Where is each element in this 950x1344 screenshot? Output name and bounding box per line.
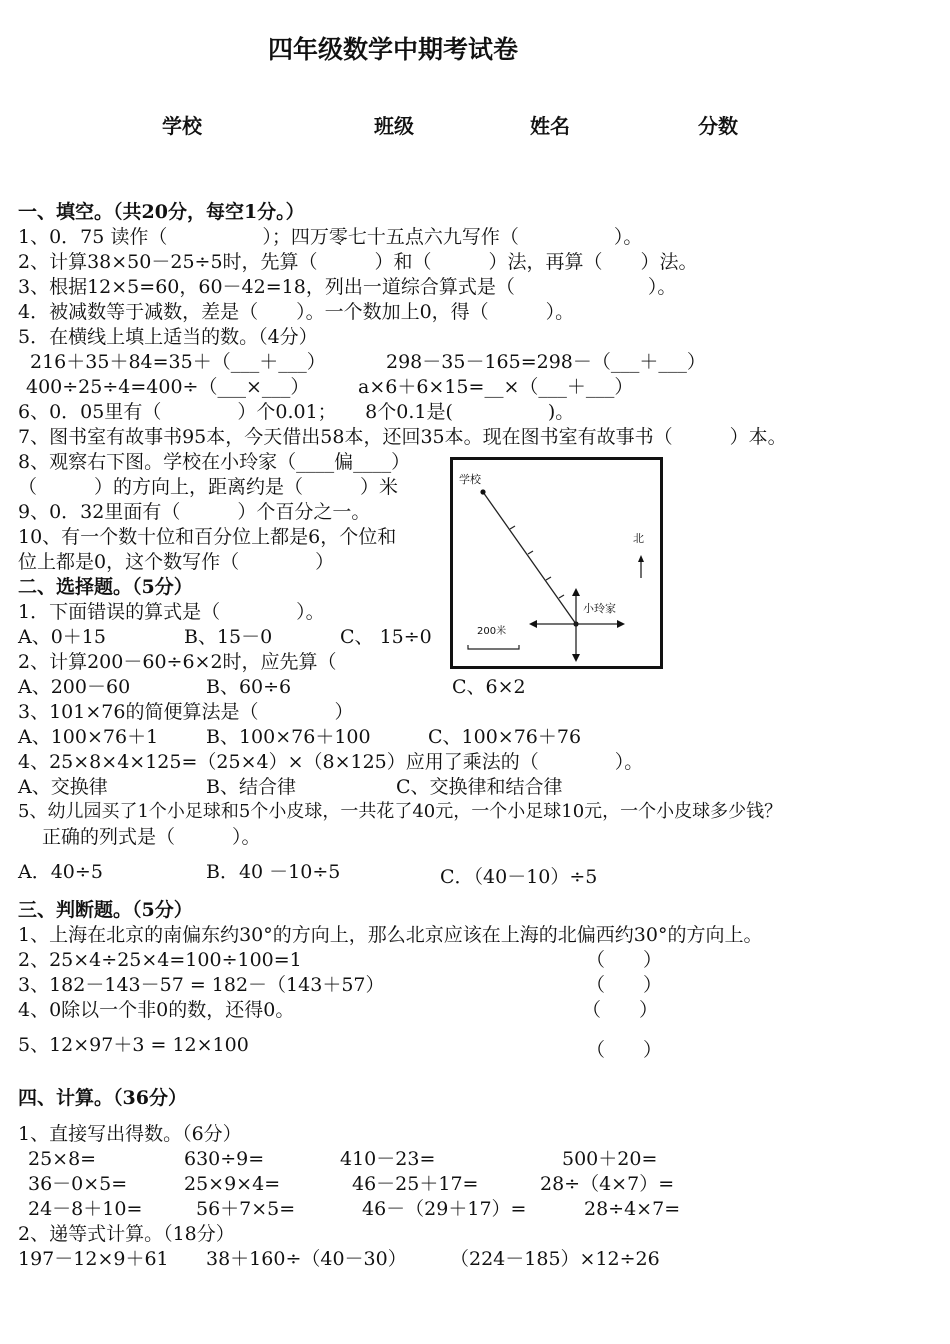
s2-q4-option-b: B、结合律 <box>206 776 296 798</box>
map-school-label: 学校 <box>459 473 481 486</box>
calc-item: 197－12×9＋61 <box>18 1248 169 1270</box>
calc-item: 24－8＋10= <box>28 1198 143 1220</box>
s1-q5d: a×6＋6×15=__×（___＋___） <box>358 376 634 398</box>
s1-q8b: （ ）的方向上，距离约是（ ）米 <box>18 476 399 498</box>
calc-item: 38＋160÷（40－30） <box>206 1248 407 1270</box>
path-tick <box>546 577 551 580</box>
path-tick <box>528 551 533 554</box>
s3-q3-answer-paren[interactable]: （ ） <box>586 974 663 996</box>
s1-q5b: 298－35－165=298－（___＋___） <box>386 351 706 373</box>
score-label: 分数 <box>698 114 738 138</box>
s1-q7: 7、图书室有故事书95本，今天借出58本，还回35本。现在图书室有故事书（ ）本。 <box>18 426 787 448</box>
calc-item: 56＋7×5= <box>196 1198 296 1220</box>
s2-q2-option-c: C、6×2 <box>452 676 526 698</box>
calc-item: 410－23= <box>340 1148 436 1170</box>
s1-q5a: 216＋35＋84=35＋（___＋___） <box>30 351 326 373</box>
s3-q3: 3、182－143－57 = 182－（143＋57） <box>18 974 385 996</box>
s1-q5: 5．在横线上填上适当的数。（4分） <box>18 326 318 348</box>
calc-item: 25×8= <box>28 1148 97 1170</box>
s3-q4: 4、0除以一个非0的数，还得0。 <box>18 999 295 1021</box>
s2-q3-option-b: B、100×76＋100 <box>206 726 371 748</box>
s1-q6: 6、0．05里有（ ）个0.01； 8个0.1是( )。 <box>18 401 575 423</box>
section4-header: 四、计算。（36分） <box>18 1087 187 1109</box>
s1-q10b: 位上都是0，这个数写作（ ） <box>18 551 335 573</box>
s2-q1: 1．下面错误的算式是（ ）。 <box>18 601 325 623</box>
path-tick <box>559 595 564 598</box>
calc-item: 630÷9= <box>184 1148 265 1170</box>
s3-q1: 1、上海在北京的南偏东约30°的方向上，那么北京应该在上海的北偏西约30°的方向上。 <box>18 924 763 946</box>
calc-item: 25×9×4= <box>184 1173 281 1195</box>
section3-header: 三、判断题。（5分） <box>18 899 193 921</box>
s2-q4-option-a: A、交换律 <box>18 776 108 798</box>
s2-q5: 5、幼儿园买了1个小足球和5个小皮球，一共花了40元，一个小足球10元，一个小皮球多少钱？ <box>18 801 783 822</box>
s2-q5-option-c: C．（40－10）÷5 <box>440 866 598 888</box>
s1-q10a: 10、有一个数十位和百分位上都是6，个位和 <box>18 526 397 548</box>
s3-q5-answer-paren[interactable]: （ ） <box>586 1039 663 1061</box>
s2-q3: 3、101×76的简便算法是（ ） <box>18 701 354 723</box>
map-svg <box>453 460 660 666</box>
s2-q3-option-a: A、100×76＋1 <box>18 726 159 748</box>
name-label: 姓名 <box>530 114 570 138</box>
calc-item: 500＋20= <box>562 1148 658 1170</box>
s1-q4: 4．被减数等于减数，差是（ ）。一个数加上0，得（ ）。 <box>18 301 575 323</box>
calc-item: 28÷（4×7）= <box>540 1173 675 1195</box>
s3-q2: 2、25×4÷25×4=100÷100=1 <box>18 949 302 971</box>
s2-q4-option-c: C、交换律和结合律 <box>396 776 563 798</box>
calc-item: 36－0×5= <box>28 1173 128 1195</box>
s4-part2: 2、递等式计算。（18分） <box>18 1223 235 1245</box>
s2-q2-option-b: B、60÷6 <box>206 676 292 698</box>
s2-q1-option-a: A、0＋15 <box>18 626 106 648</box>
north-arrow-icon <box>638 555 644 562</box>
s2-q5-option-a: A．40÷5 <box>18 861 103 883</box>
map-north-label: 北 <box>633 532 644 545</box>
calc-item: （224－185）×12÷26 <box>450 1248 660 1270</box>
section2-header: 二、选择题。（5分） <box>18 576 193 598</box>
map-scale-label: 200米 <box>477 626 507 637</box>
s2-q3-option-c: C、100×76＋76 <box>428 726 582 748</box>
map-home-label: 小玲家 <box>583 602 616 615</box>
s2-q4: 4、25×8×4×125=（25×4）×（8×125）应用了乘法的（ ）。 <box>18 751 644 773</box>
scale-bar <box>468 645 519 649</box>
class-label: 班级 <box>374 114 414 138</box>
arrow-down-icon <box>572 654 580 662</box>
arrow-up-icon <box>572 588 580 596</box>
s3-q2-answer-paren[interactable]: （ ） <box>586 949 663 971</box>
s2-q2-option-a: A、200－60 <box>18 676 131 698</box>
s2-q5-option-b: B．40 －10÷5 <box>206 861 341 883</box>
s1-q2: 2、计算38×50－25÷5时，先算（ ）和（ ）法，再算（ ）法。 <box>18 251 698 273</box>
s2-q1-option-b: B、15－0 <box>184 626 273 648</box>
arrow-right-icon <box>617 620 625 628</box>
s1-q3: 3、根据12×5=60，60－42=18，列出一道综合算式是（ ）。 <box>18 276 677 298</box>
s4-part1: 1、直接写出得数。（6分） <box>18 1123 242 1145</box>
path-line <box>483 492 576 624</box>
section1-header: 一、填空。（共20分，每空1分。） <box>18 201 305 223</box>
s2-q1-option-c: C、 15÷0 <box>340 626 432 648</box>
direction-map <box>450 457 663 669</box>
page-title: 四年级数学中期考试卷 <box>268 35 519 64</box>
calc-item: 46－（29＋17）= <box>362 1198 527 1220</box>
s1-q9: 9、0．32里面有（ ）个百分之一。 <box>18 501 371 523</box>
path-tick <box>510 526 515 529</box>
s2-q2: 2、计算200－60÷6×2时，应先算（ <box>18 651 337 673</box>
s1-q5c: 400÷25÷4=400÷（___×___） <box>26 376 310 398</box>
arrow-left-icon <box>529 620 537 628</box>
calc-item: 28÷4×7= <box>584 1198 681 1220</box>
s3-q5: 5、12×97＋3 = 12×100 <box>18 1034 249 1056</box>
calc-item: 46－25＋17= <box>352 1173 479 1195</box>
school-dot <box>480 489 485 494</box>
s1-q8a: 8、观察右下图。学校在小玲家（____偏____） <box>18 451 411 473</box>
s1-q1: 1、0．75 读作（ ）；四万零七十五点六九写作（ ）。 <box>18 226 643 248</box>
s2-q5-line2: 正确的列式是（ ）。 <box>42 826 261 848</box>
school-label: 学校 <box>162 114 202 138</box>
s3-q4-answer-paren[interactable]: （ ） <box>582 999 659 1021</box>
